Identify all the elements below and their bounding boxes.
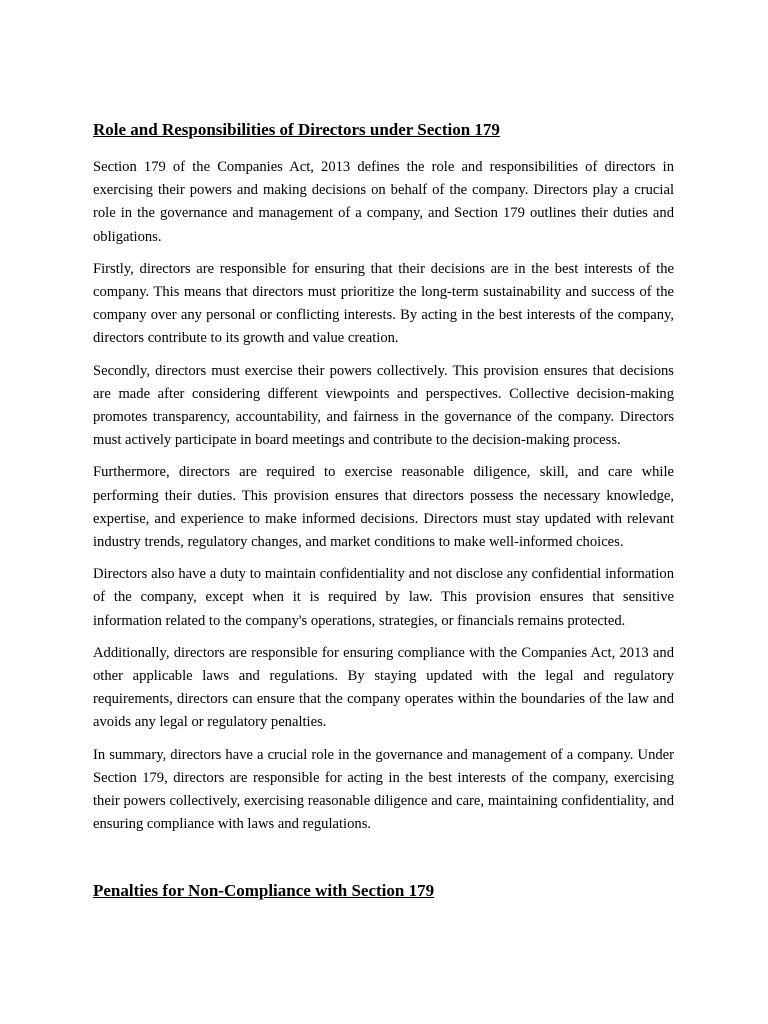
paragraph-compliance: Additionally, directors are responsible for ensuring compliance with the Companies Act, 2013 and other applicable laws and regulations. By staying updated with the legal and regulatory requirements, directors can ensure that the company operates within the boundaries of the law and avoids any legal or regulatory penalties.: [93, 644, 674, 731]
section-heading-role-responsibilities: Role and Responsibilities of Directors under Section 179: [93, 120, 500, 139]
section-heading-penalties: Penalties for Non-Compliance with Section 179: [93, 881, 435, 901]
paragraph-summary: In summary, directors have a crucial role in the governance and management of a company. Under Section 179, directors are responsible for acting in the best interests of the company, exercising their powers collectively, exercising reasonable diligence and care, maintaining confidentiality, and ensuring compliance with laws and regulations.: [93, 746, 674, 833]
document-page: [93, 118, 674, 917]
paragraph-intro: Section 179 of the Companies Act, 2013 defines the role and responsibilities of directors in exercising their powers and making decisions on behalf of the company. Directors play a crucial role in the governance and management of a company, and Section 179 outlines their duties and obligations.: [93, 159, 674, 245]
paragraph-diligence: Furthermore, directors are required to exercise reasonable diligence, skill, and care while performing their duties. This provision ensures that directors possess the necessary knowledge, expertise, and experience to make informed decisions. Directors must stay updated with relevant industry trends, regulatory changes, and market conditions to make well-informed choices.: [93, 464, 674, 551]
paragraph-collective-powers: Secondly, directors must exercise their powers collectively. This provision ensures that decisions are made after considering different viewpoints and perspectives. Collective decision-making promotes transparency, accountability, and fairness in the governance of the company. Directors must actively participate in board meetings and contribute to the decision-making process.: [93, 362, 674, 449]
paragraph-best-interests: Firstly, directors are responsible for ensuring that their decisions are in the best interests of the company. This means that directors must prioritize the long-term sustainability and success of the company over any personal or conflicting interests. By acting in the best interests of the company, directors contribute to its growth and value creation.: [93, 260, 674, 347]
paragraph-confidentiality: Directors also have a duty to maintain confidentiality and not disclose any confidential information of the company, except when it is required by law. This provision ensures that sensitive information related to the company's operations, strategies, or financials remains protected.: [93, 566, 674, 629]
